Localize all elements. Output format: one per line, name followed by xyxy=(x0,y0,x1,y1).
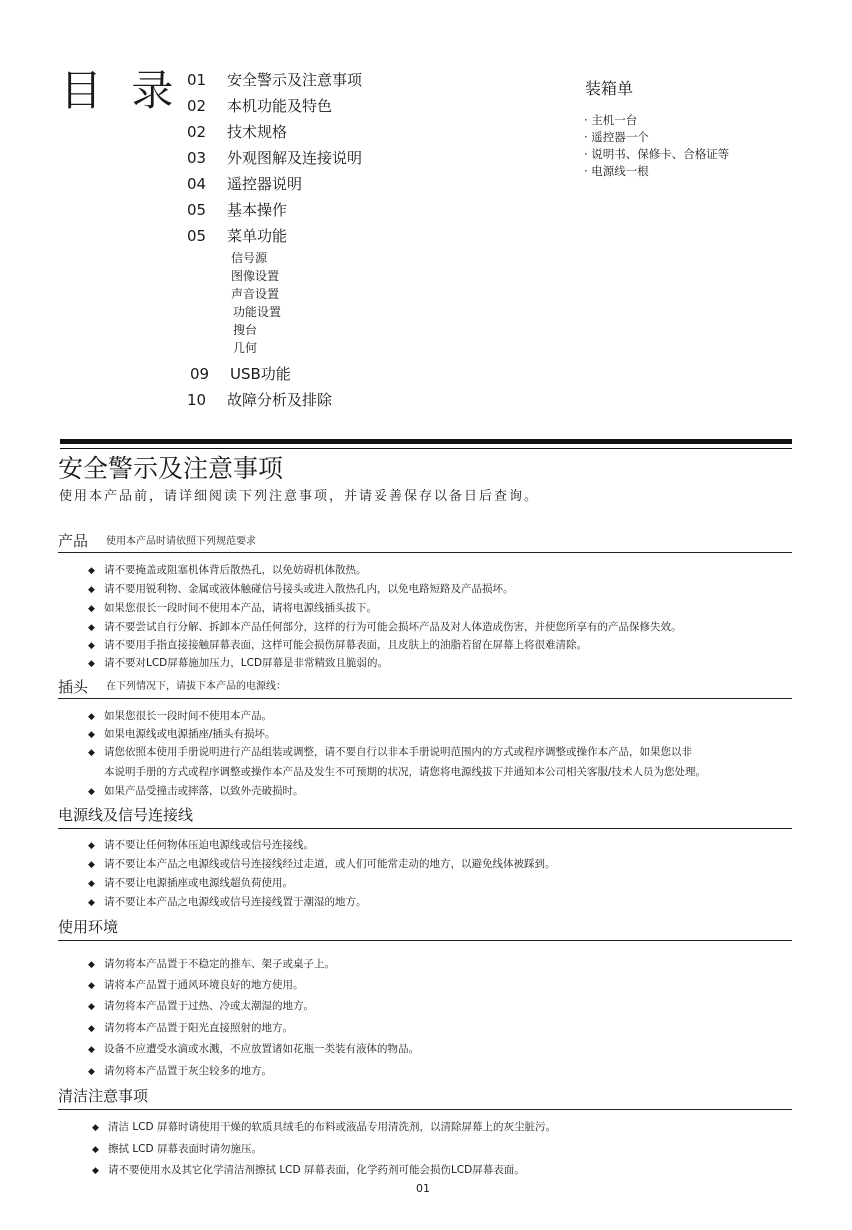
diamond-bullet-icon: ◆ xyxy=(88,1067,95,1077)
toc-entry[interactable] xyxy=(190,362,291,386)
section-note-product: 使用本产品时请依照下列规范要求 xyxy=(106,536,256,547)
diamond-bullet-icon: ◆ xyxy=(88,659,95,669)
toc-entry-title: 本机功能及特色 xyxy=(227,97,333,115)
diamond-bullet-icon: ◆ xyxy=(88,860,95,870)
toc-page-number: 02 xyxy=(187,97,207,115)
toc-entry[interactable] xyxy=(187,94,332,118)
toc-sub-entry[interactable]: 功能设置 xyxy=(233,305,282,319)
toc-entry[interactable] xyxy=(187,198,287,222)
toc-page-number: 02 xyxy=(187,123,207,141)
list-item: ◆ 如果产品受撞击或摔落，以致外壳破损时。 xyxy=(88,785,304,797)
page-title: 安全警示及注意事项 xyxy=(58,454,284,483)
diamond-bullet-icon: ◆ xyxy=(88,585,95,595)
section-rule xyxy=(58,1109,792,1110)
section-rule xyxy=(58,552,792,553)
toc-entry-title: 外观图解及连接说明 xyxy=(227,149,363,167)
toc-entry-title: 安全警示及注意事项 xyxy=(227,71,363,89)
toc-entry-title: USB功能 xyxy=(230,365,291,383)
packing-item: · 电源线一根 xyxy=(584,164,649,178)
list-item: ◆ 请不要用手指直接接触屏幕表面，这样可能会损伤屏幕表面，且皮肤上的油脂若留在屏幕上将很难清除。 xyxy=(88,639,587,651)
list-item: ◆ 请勿将本产品置于阳光直接照射的地方。 xyxy=(88,1022,293,1034)
section-title-cleaning: 清洁注意事项 xyxy=(58,1087,149,1105)
diamond-bullet-icon: ◆ xyxy=(88,981,95,991)
diamond-bullet-icon: ◆ xyxy=(88,604,95,614)
packing-list xyxy=(584,112,729,180)
packing-item: · 遥控器一个 xyxy=(584,130,649,144)
list-item: ◆ 清洁 LCD 屏幕时请使用干燥的软质具绒毛的布料或液晶专用清洗剂，以清除屏幕上的灰尘脏污。 xyxy=(92,1121,556,1133)
section-divider-thin xyxy=(60,448,792,449)
list-item-continuation: 本说明手册的方式或程序调整或操作本产品及发生不可预期的状况，请您将电源线拔下并通知本公司相关客服/技术人员为您处理。 xyxy=(104,766,707,778)
diamond-bullet-icon: ◆ xyxy=(88,1002,95,1012)
toc-entry[interactable] xyxy=(187,172,302,196)
packing-item: · 主机一台 xyxy=(584,113,638,127)
packing-item: · 说明书、保修卡、合格证等 xyxy=(584,147,730,161)
section-divider-thick xyxy=(60,439,792,444)
list-item: ◆ 擦拭 LCD 屏幕表面时请勿施压。 xyxy=(92,1143,262,1155)
diamond-bullet-icon: ◆ xyxy=(92,1145,99,1155)
toc-sub-entry[interactable]: 声音设置 xyxy=(231,287,280,301)
diamond-bullet-icon: ◆ xyxy=(88,566,95,576)
toc-page-number: 03 xyxy=(187,149,207,167)
section-rule xyxy=(58,940,792,941)
diamond-bullet-icon: ◆ xyxy=(88,787,95,797)
list-item: ◆ 请您依照本使用手册说明进行产品组装或调整，请不要自行以非本手册说明范围内的方式或程序调整或操作本产品，如果您以非 xyxy=(88,746,692,758)
list-item: ◆ 请不要尝试自行分解、拆卸本产品任何部分，这样的行为可能会损坏产品及对人体造成伤害，并使您所享有的产品保修失效。 xyxy=(88,621,682,633)
toc-entry-title: 故障分析及排除 xyxy=(227,391,333,409)
diamond-bullet-icon: ◆ xyxy=(88,898,95,908)
toc-entry-title: 基本操作 xyxy=(227,201,288,219)
page-subtitle: 使用本产品前，请详细阅读下列注意事项，并请妥善保存以备日后查询。 xyxy=(59,489,540,504)
section-title-product: 产品 xyxy=(58,532,89,550)
list-item: ◆ 请不要让本产品之电源线或信号连接线经过走道，或人们可能常走动的地方，以避免线体被踩到。 xyxy=(88,858,556,870)
list-item: ◆ 如果您很长一段时间不使用本产品。 xyxy=(88,710,272,722)
list-item: ◆ 请不要让电源插座或电源线超负荷使用。 xyxy=(88,877,293,889)
list-item: ◆ 请不要让本产品之电源线或信号连接线置于潮湿的地方。 xyxy=(88,896,367,908)
list-item: ◆ 如果您很长一段时间不使用本产品，请将电源线插头拔下。 xyxy=(88,602,377,614)
list-item: ◆ 请不要让任何物体压迫电源线或信号连接线。 xyxy=(88,839,314,851)
toc-entry-title: 遥控器说明 xyxy=(227,175,303,193)
section-rule xyxy=(58,828,792,829)
diamond-bullet-icon: ◆ xyxy=(92,1166,99,1176)
list-item: ◆ 请不要用锐利物、金属或液体触碰信号接头或进入散热孔内，以免电路短路及产品损坏。 xyxy=(88,583,514,595)
toc-sub-entry[interactable]: 搜台 xyxy=(233,323,258,337)
toc-entry[interactable] xyxy=(187,146,362,170)
diamond-bullet-icon: ◆ xyxy=(88,623,95,633)
list-item: ◆ 请不要使用水及其它化学清洁剂擦拭 LCD 屏幕表面，化学药剂可能会损伤LCD屏幕表面。 xyxy=(92,1164,525,1176)
toc-page-number: 04 xyxy=(187,175,207,193)
toc-entry-title: 技术规格 xyxy=(227,123,288,141)
diamond-bullet-icon: ◆ xyxy=(88,960,95,970)
toc-sub-entry[interactable]: 几何 xyxy=(233,341,258,355)
toc-heading: 目 录 xyxy=(60,66,182,115)
page-number: 01 xyxy=(416,1182,430,1195)
packing-list-title: 装箱单 xyxy=(585,79,634,98)
toc-entry[interactable] xyxy=(187,388,332,412)
diamond-bullet-icon: ◆ xyxy=(88,1045,95,1055)
list-item: ◆ 如果电源线或电源插座/插头有损坏。 xyxy=(88,728,276,740)
diamond-bullet-icon: ◆ xyxy=(88,730,95,740)
diamond-bullet-icon: ◆ xyxy=(88,641,95,651)
toc-entry[interactable] xyxy=(187,120,287,144)
section-rule xyxy=(58,698,792,699)
diamond-bullet-icon: ◆ xyxy=(88,841,95,851)
list-item: ◆ 请不要对LCD屏幕施加压力，LCD屏幕是非常精致且脆弱的。 xyxy=(88,657,389,669)
toc-page-number: 05 xyxy=(187,201,207,219)
toc-sub-entry[interactable]: 图像设置 xyxy=(231,269,280,283)
diamond-bullet-icon: ◆ xyxy=(88,879,95,889)
list-item: ◆ 请将本产品置于通风环境良好的地方使用。 xyxy=(88,979,304,991)
toc-entry[interactable] xyxy=(187,224,287,248)
list-item: ◆ 请不要掩盖或阻塞机体背后散热孔，以免妨碍机体散热。 xyxy=(88,564,367,576)
toc-page-number: 05 xyxy=(187,227,207,245)
list-item: ◆ 请勿将本产品置于灰尘较多的地方。 xyxy=(88,1065,272,1077)
section-note-plug: 在下列情况下，请拔下本产品的电源线： xyxy=(106,681,286,692)
list-item: ◆ 请勿将本产品置于过热、冷或太潮湿的地方。 xyxy=(88,1000,314,1012)
section-title-plug: 插头 xyxy=(58,678,89,696)
section-title-cable: 电源线及信号连接线 xyxy=(58,806,194,824)
toc-page-number: 01 xyxy=(187,71,207,89)
toc-sub-entry[interactable]: 信号源 xyxy=(231,251,268,265)
diamond-bullet-icon: ◆ xyxy=(92,1123,99,1133)
toc-entry-title: 菜单功能 xyxy=(227,227,288,245)
diamond-bullet-icon: ◆ xyxy=(88,712,95,722)
section-title-environment: 使用环境 xyxy=(58,918,119,936)
list-item: ◆ 请勿将本产品置于不稳定的推车、架子或桌子上。 xyxy=(88,958,335,970)
toc-entry[interactable] xyxy=(187,68,362,92)
diamond-bullet-icon: ◆ xyxy=(88,748,95,758)
diamond-bullet-icon: ◆ xyxy=(88,1024,95,1034)
toc-page-number: 09 xyxy=(190,365,210,383)
toc-page-number: 10 xyxy=(187,391,207,409)
list-item: ◆ 设备不应遭受水滴或水溅，不应放置诸如花瓶一类装有液体的物品。 xyxy=(88,1043,419,1055)
